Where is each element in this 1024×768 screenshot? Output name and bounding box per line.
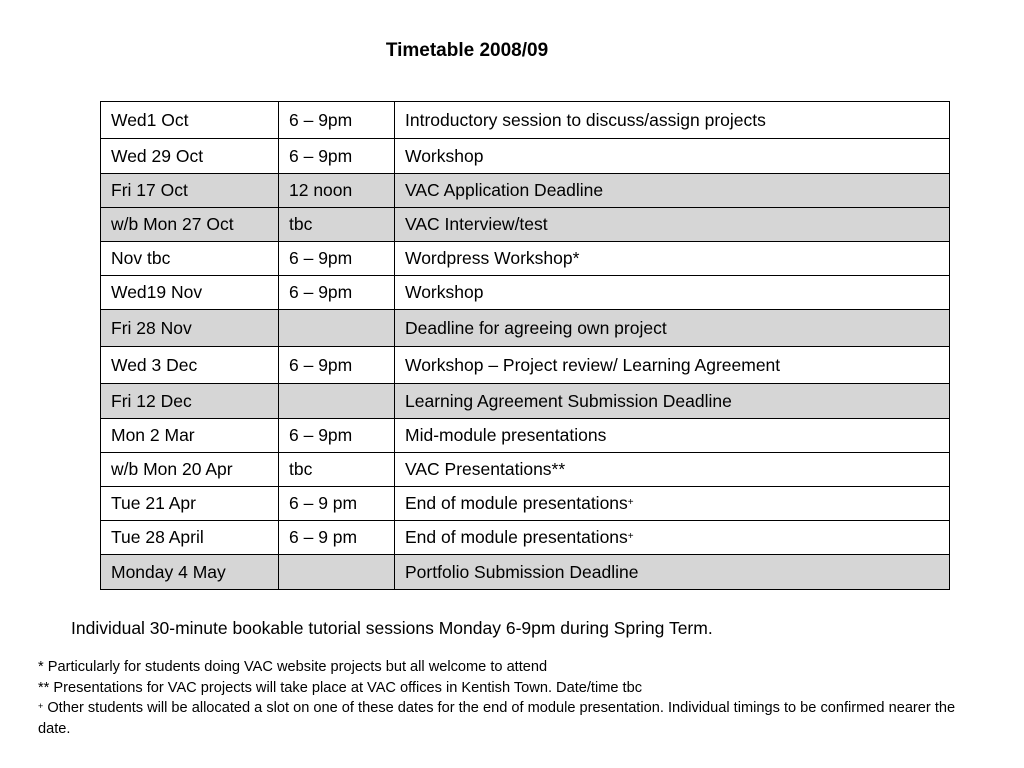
time-cell: 6 – 9 pm	[279, 521, 395, 555]
event-text: Workshop	[405, 145, 484, 166]
page-title: Timetable 2008/09	[385, 40, 549, 61]
time-cell: 6 – 9pm	[279, 242, 395, 276]
footnote-plus	[38, 698, 988, 739]
date-cell: w/b Mon 27 Oct	[101, 208, 279, 242]
event-text: VAC Application Deadline	[405, 180, 604, 200]
table-row	[101, 276, 950, 310]
event-text: End of module presentations	[405, 493, 628, 513]
footnotes	[38, 657, 988, 739]
event-text: VAC Interview/test	[405, 214, 548, 234]
event-cell	[395, 487, 950, 521]
event-text: Workshop – Project review/ Learning Agreement	[405, 354, 781, 375]
event-cell	[395, 453, 950, 487]
time-cell: 6 – 9 pm	[279, 487, 395, 521]
time-cell: 6 – 9pm	[279, 139, 395, 174]
date-cell: Tue 21 Apr	[101, 487, 279, 521]
footnote-single-asterisk: * Particularly for students doing VAC website projects but all welcome to attend	[38, 659, 548, 675]
date-cell: Wed 29 Oct	[101, 139, 279, 174]
event-cell	[395, 174, 950, 208]
date-cell: w/b Mon 20 Apr	[101, 453, 279, 487]
table-row	[101, 139, 950, 174]
table-row	[101, 174, 950, 208]
time-cell: tbc	[279, 208, 395, 242]
table-row	[101, 521, 950, 555]
event-cell	[395, 384, 950, 419]
event-text: Deadline for agreeing own project	[405, 317, 667, 338]
plus-marker: +	[627, 531, 634, 542]
date-cell: Tue 28 April	[101, 521, 279, 555]
tutorial-note: Individual 30-minute bookable tutorial sessions Monday 6-9pm during Spring Term.	[71, 618, 713, 638]
plus-marker: +	[38, 701, 44, 711]
event-text: Portfolio Submission Deadline	[405, 561, 639, 582]
time-cell	[279, 310, 395, 347]
event-cell	[395, 276, 950, 310]
event-text: Mid-module presentations	[405, 425, 607, 445]
event-text: Learning Agreement Submission Deadline	[405, 390, 732, 411]
date-cell: Monday 4 May	[101, 555, 279, 590]
table-row	[101, 310, 950, 347]
event-text: End of module presentations	[405, 527, 628, 547]
date-cell: Mon 2 Mar	[101, 419, 279, 453]
event-cell	[395, 208, 950, 242]
event-text: Introductory session to discuss/assign projects	[405, 109, 766, 130]
timetable	[100, 101, 950, 590]
footnote-double-asterisk: ** Presentations for VAC projects will take place at VAC offices in Kentish Town. Date/time tbc	[38, 679, 643, 696]
event-cell	[395, 521, 950, 555]
date-cell: Fri 12 Dec	[101, 384, 279, 419]
date-cell: Wed1 Oct	[101, 102, 279, 139]
table-row	[101, 384, 950, 419]
table-row	[101, 208, 950, 242]
table-row	[101, 453, 950, 487]
table-row	[101, 347, 950, 384]
table-row	[101, 102, 950, 139]
event-cell	[395, 310, 950, 347]
event-cell	[395, 139, 950, 174]
event-cell	[395, 347, 950, 384]
event-text: Workshop	[405, 282, 484, 302]
time-cell: 12 noon	[279, 174, 395, 208]
date-cell: Wed 3 Dec	[101, 347, 279, 384]
date-cell: Nov tbc	[101, 242, 279, 276]
event-cell	[395, 242, 950, 276]
event-cell	[395, 419, 950, 453]
date-cell: Wed19 Nov	[101, 276, 279, 310]
event-text: VAC Presentations**	[405, 459, 566, 479]
date-cell: Fri 28 Nov	[101, 310, 279, 347]
table-row	[101, 555, 950, 590]
time-cell: tbc	[279, 453, 395, 487]
event-cell	[395, 102, 950, 139]
time-cell	[279, 384, 395, 419]
table-row	[101, 242, 950, 276]
time-cell: 6 – 9pm	[279, 102, 395, 139]
time-cell: 6 – 9pm	[279, 347, 395, 384]
time-cell: 6 – 9pm	[279, 276, 395, 310]
time-cell: 6 – 9pm	[279, 419, 395, 453]
date-cell: Fri 17 Oct	[101, 174, 279, 208]
timetable-body	[101, 102, 950, 590]
table-row	[101, 419, 950, 453]
plus-marker: +	[627, 497, 634, 508]
table-row	[101, 487, 950, 521]
footnote-plus-text: Other students will be allocated a slot on one of these dates for the end of module presentation. Individual timings to be confirmed nearer the date.	[38, 700, 956, 737]
time-cell	[279, 555, 395, 590]
event-text: Wordpress Workshop*	[405, 248, 580, 268]
event-cell	[395, 555, 950, 590]
